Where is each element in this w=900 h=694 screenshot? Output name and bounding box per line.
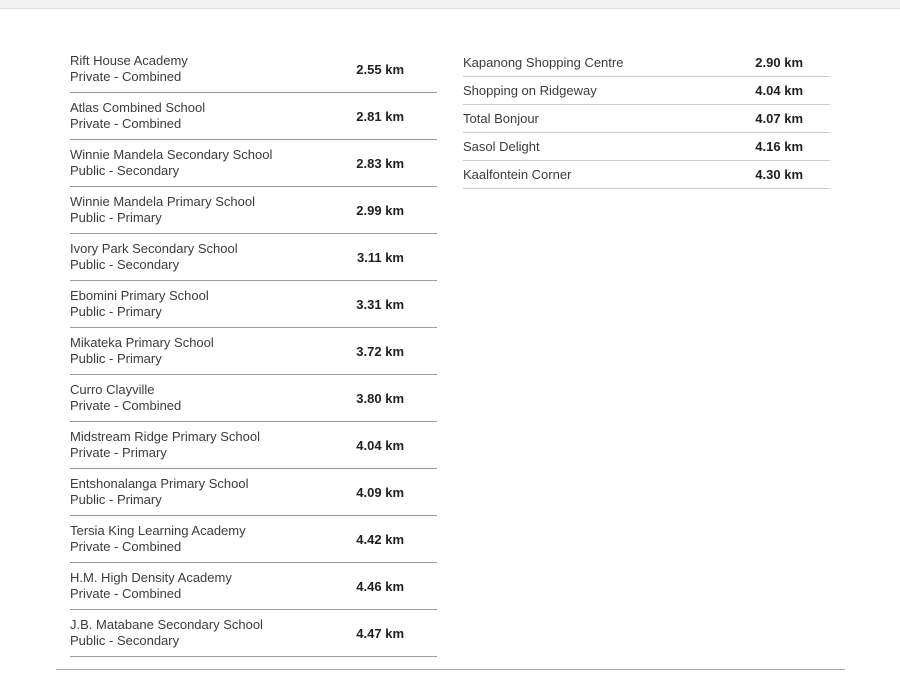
school-info (70, 147, 272, 179)
school-type: Private - Combined (70, 69, 182, 84)
amenity-distance: 4.07 km (755, 111, 803, 126)
school-row (70, 140, 437, 187)
school-row (70, 281, 437, 328)
amenity-row (463, 161, 830, 189)
school-info (70, 617, 263, 649)
school-info (70, 382, 181, 414)
school-distance: 2.83 km (356, 155, 404, 171)
school-distance: 4.42 km (356, 531, 404, 547)
school-row (70, 93, 437, 140)
school-name: Curro Clayville (70, 382, 155, 397)
school-info (70, 194, 255, 226)
school-row (70, 375, 437, 422)
school-name: Winnie Mandela Primary School (70, 194, 255, 209)
school-name: Ebomini Primary School (70, 288, 209, 303)
school-info (70, 570, 232, 602)
school-info (70, 53, 188, 85)
school-type: Private - Combined (70, 586, 182, 601)
school-type: Public - Primary (70, 492, 162, 507)
school-row (70, 234, 437, 281)
school-type: Public - Secondary (70, 163, 180, 178)
school-type: Private - Primary (70, 445, 167, 460)
school-name: Atlas Combined School (70, 100, 206, 115)
school-distance: 2.55 km (356, 61, 404, 77)
school-name: Ivory Park Secondary School (70, 241, 238, 256)
school-type: Private - Combined (70, 398, 182, 413)
school-distance: 4.47 km (356, 625, 404, 641)
school-name: Mikateka Primary School (70, 335, 214, 350)
school-name: J.B. Matabane Secondary School (70, 617, 263, 632)
amenity-row (463, 133, 830, 161)
school-distance: 3.11 km (357, 249, 404, 265)
amenity-name: Sasol Delight (463, 139, 540, 154)
school-info (70, 241, 238, 273)
school-type: Public - Secondary (70, 633, 180, 648)
amenity-row (463, 105, 830, 133)
school-type: Public - Primary (70, 351, 162, 366)
amenity-distance: 2.90 km (755, 55, 803, 70)
amenity-name: Kaalfontein Corner (463, 167, 572, 182)
schools-list (70, 46, 437, 657)
school-name: H.M. High Density Academy (70, 570, 232, 585)
school-row (70, 563, 437, 610)
school-distance: 3.31 km (356, 296, 404, 312)
school-info (70, 335, 214, 367)
amenity-row (463, 49, 830, 77)
amenity-distance: 4.04 km (755, 83, 803, 98)
school-distance: 4.04 km (356, 437, 404, 453)
school-info (70, 476, 249, 508)
school-row (70, 610, 437, 657)
school-name: Tersia King Learning Academy (70, 523, 246, 538)
amenity-distance: 4.30 km (755, 167, 803, 182)
school-row (70, 187, 437, 234)
school-type: Public - Primary (70, 304, 162, 319)
school-type: Private - Combined (70, 539, 182, 554)
school-info (70, 523, 246, 555)
nearby-lists (0, 46, 900, 657)
school-distance: 2.99 km (356, 202, 404, 218)
amenity-name: Kapanong Shopping Centre (463, 55, 624, 70)
top-bar (0, 0, 900, 9)
school-row (70, 516, 437, 563)
school-row (70, 46, 437, 93)
amenity-distance: 4.16 km (755, 139, 803, 154)
school-info (70, 288, 209, 320)
school-name: Rift House Academy (70, 53, 188, 68)
bottom-divider (56, 669, 845, 670)
amenity-name: Total Bonjour (463, 111, 539, 126)
school-distance: 3.80 km (356, 390, 404, 406)
school-distance: 2.81 km (356, 108, 404, 124)
school-name: Winnie Mandela Secondary School (70, 147, 273, 162)
school-row (70, 422, 437, 469)
school-row (70, 469, 437, 516)
school-distance: 4.46 km (356, 578, 404, 594)
amenity-name: Shopping on Ridgeway (463, 83, 597, 98)
school-info (70, 429, 260, 461)
school-type: Private - Combined (70, 116, 182, 131)
amenity-row (463, 77, 830, 105)
school-name: Entshonalanga Primary School (70, 476, 249, 491)
school-name: Midstream Ridge Primary School (70, 429, 261, 444)
school-info (70, 100, 205, 132)
school-type: Public - Secondary (70, 257, 180, 272)
school-row (70, 328, 437, 375)
school-distance: 3.72 km (356, 343, 404, 359)
amenities-list (463, 49, 830, 189)
school-distance: 4.09 km (356, 484, 404, 500)
school-type: Public - Primary (70, 210, 162, 225)
